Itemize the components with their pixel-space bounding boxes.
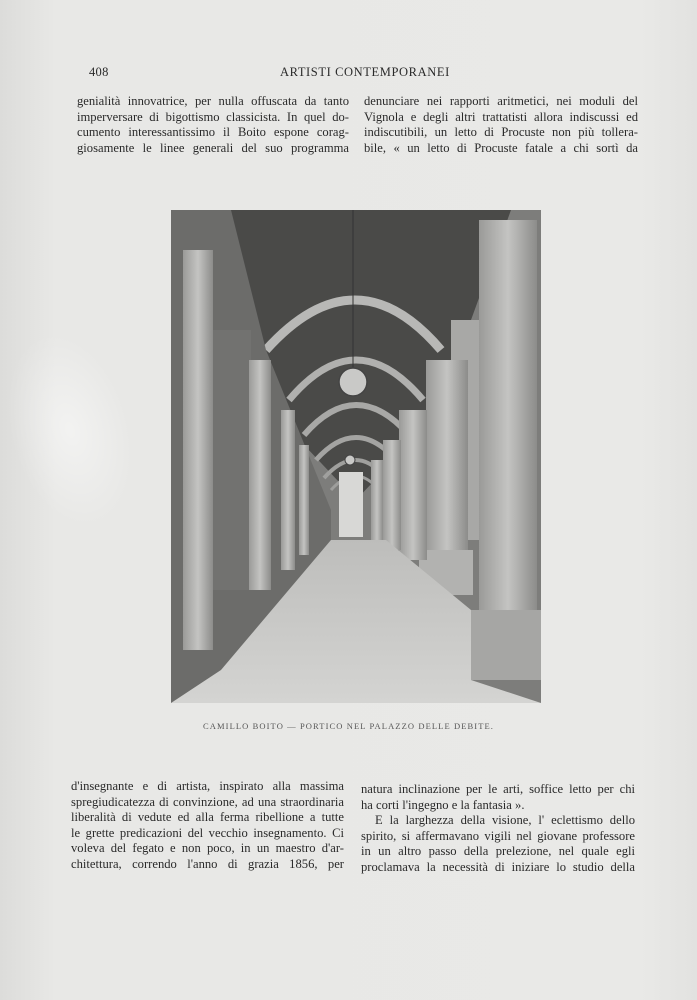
text-line: natura inclinazione per le arti, soffice letto per chi	[361, 782, 635, 796]
page-header	[0, 63, 697, 83]
portico-photograph	[171, 210, 541, 703]
text-line: cumento interessantissimo il Boito espone corag-	[77, 125, 349, 140]
text-line: Vignola e degli altri trattatisti allora indiscussi ed	[364, 109, 638, 124]
text-line: denunciare nei rapporti aritmetici, nei moduli del	[364, 94, 638, 108]
text-line: proclamava la necessità di iniziare lo studio della	[361, 859, 635, 874]
text-line: imperversare di bigottismo classicista. In quel do-	[77, 109, 349, 124]
page-number: 408	[89, 65, 109, 79]
text-line: in un altro passo della prelezione, nel quale egli	[361, 844, 635, 859]
text-line: giosamente le linee generali del suo programma	[77, 140, 349, 155]
paper-smudge	[0, 318, 154, 542]
top-right-column	[364, 94, 638, 156]
text-line: voleva del fegato e non poco, in un maestro d'ar-	[71, 841, 344, 856]
bottom-right-column	[361, 782, 635, 876]
text-line: d'insegnante e di artista, inspirato alla massima	[71, 779, 344, 793]
bottom-left-column	[71, 779, 344, 873]
running-head: ARTISTI CONTEMPORANEI	[280, 65, 450, 79]
text-line: indiscutibili, un letto di Procuste non più tollera-	[364, 125, 638, 140]
text-line: le grette predicazioni del vecchio insegnamento. Ci	[71, 825, 344, 840]
text-line: spirito, si affermavano vigili nel giovane professore	[361, 828, 635, 843]
text-line: bile, « un letto di Procuste fatale a chi sortì da	[364, 140, 638, 155]
figure-caption: CAMILLO BOITO — PORTICO NEL PALAZZO DELLE DEBITE.	[202, 721, 495, 731]
text-line: E la larghezza della visione, l' eclettismo dello	[375, 813, 635, 828]
text-line: ha corti l'ingegno e la fantasia ».	[361, 797, 525, 812]
text-line: spregiudicatezza di convinzione, ad una straordinaria	[71, 794, 344, 809]
top-left-column	[77, 94, 349, 156]
text-line: chitettura, correndo l'anno di grazia 1856, per	[71, 856, 344, 871]
portico-illustration	[171, 210, 541, 703]
text-line: genialità innovatrice, per nulla offuscata da tanto	[77, 94, 349, 108]
text-line: liberalità di vedute ed alla ferma ribellione a tutte	[71, 810, 344, 825]
